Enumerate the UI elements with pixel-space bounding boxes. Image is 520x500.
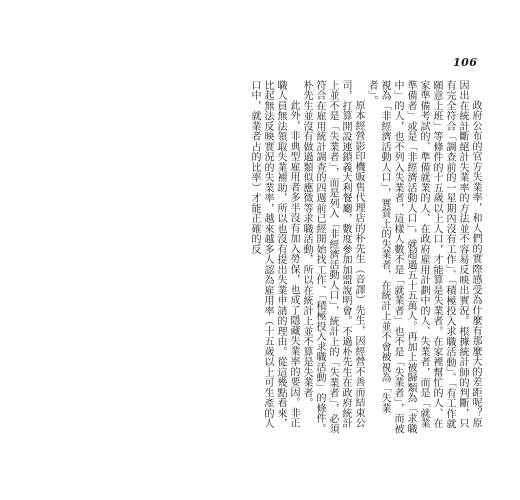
page-number: 106 <box>453 56 478 69</box>
paragraph: 政府公布的官方失業率，和人們的實際感受為什麼有那麼大的差距呢？原因出在統計斷絕計失業率的方法並不容易反映出實況。根據統計師的判斷，只有完全符合「調查前的一星期內沒有工作」、「積極投入求職活動」、「有工作就願意上班」等條件的十五歲以上人口，才能算是失業者。在家裡幫忙的人、在家準備考試的、準備就業的人、在政府雇用計劃中的人、失業者，而是「就業準備者」或是「非經濟活動人口」，就超過五十五萬人。再加上被歸類為「求職中」的人，也不列入失業者，這樣人數不是「就業者」也不是「失業者」，而被視為「非經濟活動人口」，實質上的失業者，在統計上並不會被視為「失業者」。 <box>366 80 481 434</box>
body-text <box>62 80 482 438</box>
paragraph: 原本經營影印機販售代理店的朴先生（音譯）先生，因經營不善而結束公司，打算開設連鎖義大利餐廳，數度參加加盟說明會。不過朴先生在政府統計上並不是「失業者」，而是列入「非經濟活動人口」，統計上的「失業者」，必須符合在雇用統計調查的四週前已經開始找工作、「積極投入求職活動」的條件。朴先生並沒有做過類似應徵等求職活動，所以在統計上並不算是失業者。 <box>301 80 364 434</box>
paragraph: 此外，非典型雇用者多半沒有加入勞保，也成了隱藏失業率的要因。非正職人員無法領取失業補助，所以也沒有提出失業申請的理由。從這幾點看來，比起無法反映實況的失業率，越來越多人認為雇用率（十五歲以上可生產的人口中，就業者占的比率）才能正確的反 <box>249 80 299 429</box>
